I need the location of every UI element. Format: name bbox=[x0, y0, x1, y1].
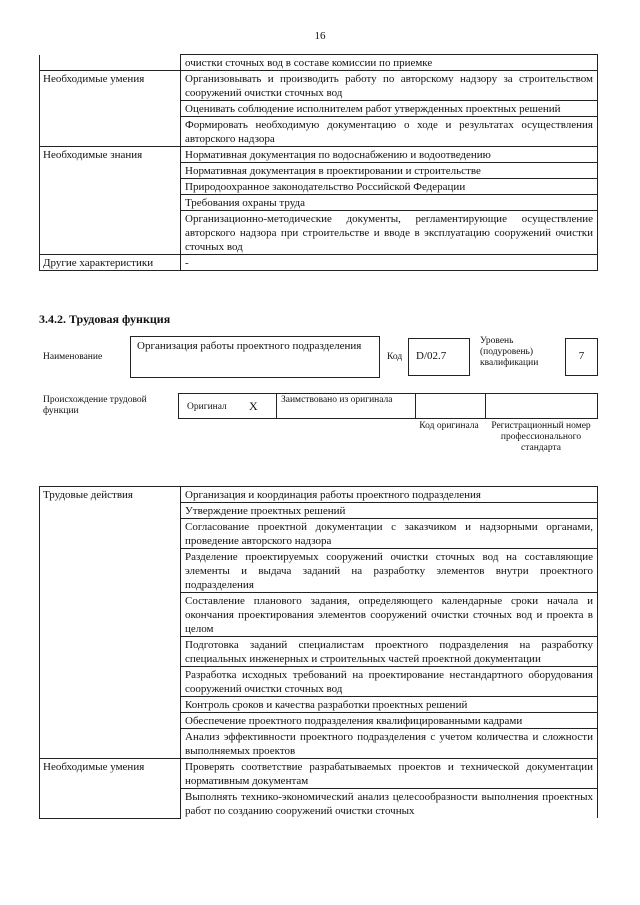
divider bbox=[276, 394, 277, 418]
original-mark: X bbox=[249, 399, 258, 413]
row-header bbox=[40, 55, 181, 71]
table-row bbox=[40, 71, 598, 101]
row-cell: Согласование проектной документации с заказчиком и надзорными органами, проведение авторского надзора bbox=[181, 519, 598, 549]
row-cell: - bbox=[181, 255, 598, 271]
page-number: 16 bbox=[314, 30, 326, 42]
row-cell: Нормативная документация по водоснабжению и водоотведению bbox=[181, 147, 598, 163]
name-label: Наименование bbox=[43, 352, 103, 362]
row-header-other: Другие характеристики bbox=[40, 255, 181, 271]
table-row bbox=[40, 255, 598, 271]
row-cell: Разделение проектируемых сооружений очистки сточных вод на составляющие элементы и выдача заданий на разработку элементов внутри проектного подразделения bbox=[181, 549, 598, 593]
reg-caption: Регистрационный номер профессионального стандарта bbox=[491, 421, 591, 453]
row-header-skills: Необходимые умения bbox=[40, 71, 181, 147]
labor-actions-table bbox=[39, 486, 598, 819]
row-cell: Оценивать соблюдение исполнителем работ утвержденных проектных решений bbox=[181, 101, 598, 117]
table-row bbox=[40, 55, 598, 71]
row-cell: Нормативная документация в проектировании и строительстве bbox=[181, 163, 598, 179]
row-header-skills: Необходимые умения bbox=[40, 759, 181, 819]
original-label: Оригинал bbox=[187, 402, 227, 412]
row-cell: Утверждение проектных решений bbox=[181, 503, 598, 519]
row-cell: Организация и координация работы проектного подразделения bbox=[181, 487, 598, 503]
origin-box bbox=[178, 393, 598, 419]
row-cell: Контроль сроков и качества разработки проектных решений bbox=[181, 697, 598, 713]
row-cell: Проверять соответствие разрабатываемых проектов и технической документации нормативным документам bbox=[181, 759, 598, 789]
row-cell: Составление планового задания, определяющего календарные сроки начала и окончания проектирования элементов сооружений очистки сточных вод и проекта в целом bbox=[181, 593, 598, 637]
origin-label: Происхождение трудовой функции bbox=[43, 395, 147, 416]
row-cell: Требования охраны труда bbox=[181, 195, 598, 211]
row-cell: Обеспечение проектного подразделения квалифицированными кадрами bbox=[181, 713, 598, 729]
row-cell: Выполнять технико-экономический анализ целесообразности выполнения проектных работ по созданию сооружений очистки сточных bbox=[181, 789, 598, 819]
row-cell: Организационно-методические документы, регламентирующие осуществление авторского надзора при строительстве и вводе в эксплуатацию сооружений очистки сточных вод bbox=[181, 211, 598, 255]
row-cell: Разработка исходных требований на проектирование нестандартного оборудования сооружений очистки сточных вод bbox=[181, 667, 598, 697]
row-cell: Организовывать и производить работу по авторскому надзору за строительством сооружений очистки сточных вод bbox=[181, 71, 598, 101]
code-caption: Код оригинала bbox=[419, 421, 479, 431]
level-label: Уровень (подуровень) квалификации bbox=[480, 336, 539, 368]
row-cell: Формировать необходимую документацию о ходе и результатах осуществления авторского надзора bbox=[181, 117, 598, 147]
divider bbox=[485, 394, 486, 418]
row-cell: Анализ эффективности проектного подразделения с учетом количества и сложности выполняемых проектов bbox=[181, 729, 598, 759]
table-row bbox=[40, 147, 598, 163]
table-row bbox=[40, 759, 598, 789]
section-title: 3.4.2. Трудовая функция bbox=[39, 312, 171, 326]
code-label: Код bbox=[387, 352, 403, 362]
table-row bbox=[40, 487, 598, 503]
row-cell: очистки сточных вод в составе комиссии по приемке bbox=[181, 55, 598, 71]
borrowed-label: Заимствовано из оригинала bbox=[281, 395, 393, 405]
row-header-actions: Трудовые действия bbox=[40, 487, 181, 759]
skills-knowledge-table bbox=[39, 54, 598, 271]
level-value: 7 bbox=[565, 338, 598, 376]
row-header-knowledge: Необходимые знания bbox=[40, 147, 181, 255]
name-value: Организация работы проектного подразделения bbox=[130, 336, 380, 378]
code-value: D/02.7 bbox=[408, 338, 470, 376]
divider bbox=[415, 394, 416, 418]
row-cell: Природоохранное законодательство Российской Федерации bbox=[181, 179, 598, 195]
row-cell: Подготовка заданий специалистам проектного подразделения на разработку специальных инженерных и строительных частей проектной документации bbox=[181, 637, 598, 667]
